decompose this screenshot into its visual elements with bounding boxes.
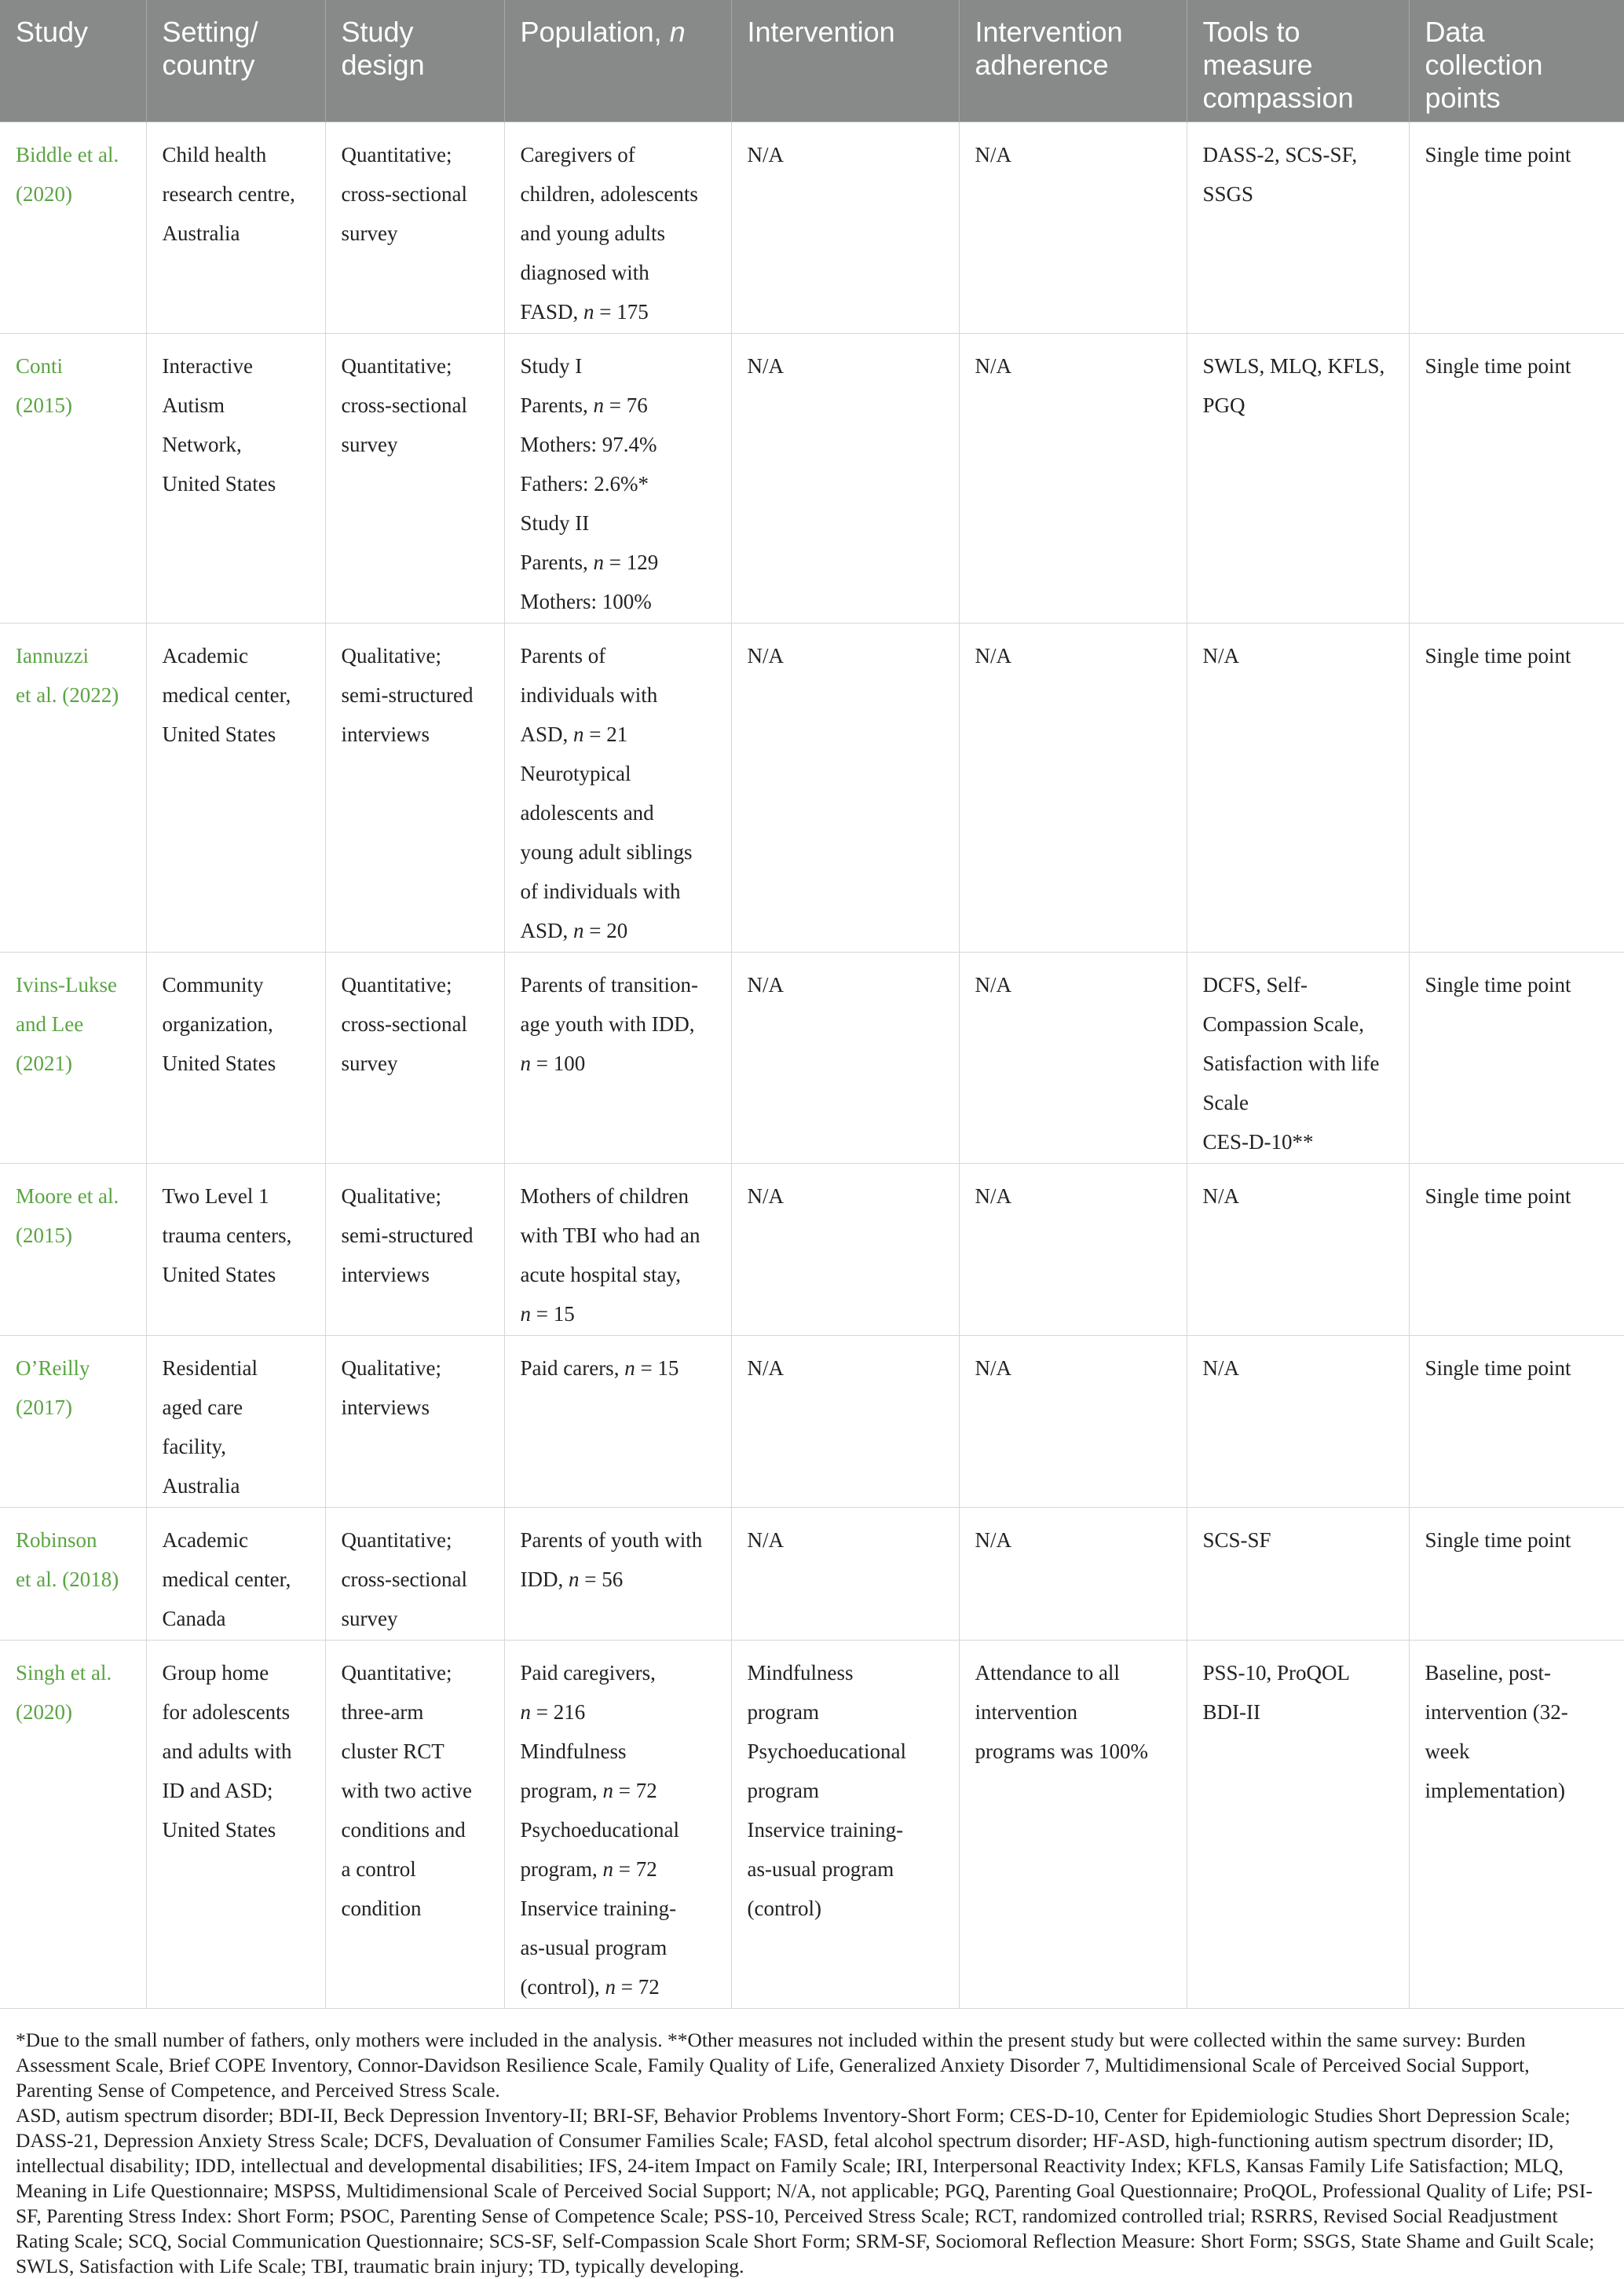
- cell-text: N/A: [975, 1355, 1011, 1380]
- cell-text: organization,: [162, 1011, 273, 1036]
- study-reference-link[interactable]: (2015): [16, 1223, 72, 1247]
- cell-text: diagnosed with: [520, 260, 649, 284]
- header-intervention: [731, 0, 959, 122]
- cell-text: BDI-II: [1202, 1699, 1260, 1724]
- table-row: [0, 1163, 1624, 1335]
- cell-study-design: [325, 122, 504, 333]
- cell-study-design: [325, 1507, 504, 1640]
- header-data-collection-points: [1409, 0, 1624, 122]
- cell-text: of individuals with: [520, 879, 681, 903]
- cell-text: program: [747, 1699, 819, 1724]
- cell-text: Baseline, post-: [1425, 1660, 1551, 1685]
- cell-text: Interactive: [162, 353, 253, 378]
- cell-tools-to-measure-compassion: [1187, 1163, 1409, 1335]
- cell-text: Residential: [162, 1355, 258, 1380]
- cell-text: SWLS, MLQ, KFLS,: [1202, 353, 1385, 378]
- cell-text: Network,: [162, 432, 242, 456]
- footnote: *Due to the small number of fathers, only mothers were included in the analysis. **Other measures not included within the present study but were collected within the same survey: Burden Assessment Scale, Brief COPE Inventory, Connor-Davidson Resilience Scale, Family Quality of Life, Generalized Anxiety Disorder 7, Multidimensional Scale of Perceived Social Support, Parenting Sense of Competence, and Perceived Stress Scale.: [16, 2028, 1530, 2102]
- cell-text: individuals with: [520, 682, 658, 707]
- cell-text: ASD, n = 20: [520, 918, 628, 942]
- cell-text: Single time point: [1425, 1355, 1571, 1380]
- table-row: [0, 623, 1624, 952]
- cell-intervention: [731, 952, 959, 1163]
- cell-study-design: [325, 1640, 504, 2008]
- cell-text: N/A: [1202, 1183, 1239, 1208]
- cell-text: Academic: [162, 643, 248, 668]
- cell-text: n = 100: [520, 1051, 586, 1075]
- cell-text: Mothers: 97.4%: [520, 432, 657, 456]
- table-row: [0, 1640, 1624, 2008]
- cell-text: adolescents and: [520, 800, 654, 825]
- cell-intervention: [731, 1507, 959, 1640]
- cell-study: [0, 1640, 146, 2008]
- cell-data-collection-points: [1409, 1335, 1624, 1507]
- cell-text: United States: [162, 1051, 276, 1075]
- cell-study-design: [325, 623, 504, 952]
- cell-text: Quantitative;: [341, 1660, 452, 1685]
- cell-text: Single time point: [1425, 142, 1571, 166]
- cell-text: survey: [341, 1606, 398, 1630]
- cell-study-design: [325, 1335, 504, 1507]
- cell-text: Scale: [1202, 1090, 1249, 1114]
- cell-text: research centre,: [162, 181, 295, 206]
- cell-setting-country: [146, 952, 325, 1163]
- cell-text: implementation): [1425, 1778, 1565, 1802]
- cell-intervention-adherence: [959, 1163, 1187, 1335]
- cell-text: conditions and: [341, 1817, 466, 1842]
- cell-population: [504, 1163, 731, 1335]
- cell-intervention-adherence: [959, 1507, 1187, 1640]
- cell-setting-country: [146, 1507, 325, 1640]
- cell-text: semi-structured: [341, 682, 474, 707]
- cell-text: Group home: [162, 1660, 269, 1685]
- cell-text: Parents, n = 76: [520, 393, 648, 417]
- cell-text: ID and ASD;: [162, 1778, 273, 1802]
- cell-intervention-adherence: [959, 1335, 1187, 1507]
- cell-text: n = 15: [520, 1301, 575, 1326]
- header-study-design: [325, 0, 504, 122]
- cell-text: young adult siblings: [520, 840, 693, 864]
- cell-text: United States: [162, 722, 276, 746]
- cell-text: Two Level 1: [162, 1183, 269, 1208]
- cell-text: programs was 100%: [975, 1739, 1148, 1763]
- cell-text: IDD, n = 56: [520, 1567, 624, 1591]
- cell-text: N/A: [1202, 1355, 1239, 1380]
- cell-text: N/A: [975, 1183, 1011, 1208]
- cell-population: [504, 122, 731, 333]
- cell-population: [504, 952, 731, 1163]
- cell-text: Parents, n = 129: [520, 550, 659, 574]
- cell-text: intervention (32-: [1425, 1699, 1568, 1724]
- cell-text: semi-structured: [341, 1223, 474, 1247]
- cell-text: DCFS, Self-: [1202, 972, 1308, 997]
- cell-text: interviews: [341, 1395, 430, 1419]
- cell-data-collection-points: [1409, 1640, 1624, 2008]
- cell-population: [504, 1640, 731, 2008]
- cell-intervention-adherence: [959, 623, 1187, 952]
- cell-text: Single time point: [1425, 1527, 1571, 1552]
- cell-study: [0, 122, 146, 333]
- cell-text: CES-D-10**: [1202, 1129, 1314, 1154]
- cell-text: Qualitative;: [341, 1355, 441, 1380]
- header-label: Setting/: [162, 16, 258, 48]
- cell-text: as-usual program: [747, 1856, 894, 1881]
- cell-data-collection-points: [1409, 623, 1624, 952]
- header-population: [504, 0, 731, 122]
- cell-text: Single time point: [1425, 972, 1571, 997]
- cell-text: cluster RCT: [341, 1739, 444, 1763]
- cell-text: program, n = 72: [520, 1778, 657, 1802]
- cell-text: Quantitative;: [341, 353, 452, 378]
- cell-study: [0, 1163, 146, 1335]
- cell-study-design: [325, 952, 504, 1163]
- cell-text: a control: [341, 1856, 416, 1881]
- cell-text: medical center,: [162, 1567, 291, 1591]
- cell-text: N/A: [1202, 643, 1239, 668]
- cell-text: Psychoeducational: [747, 1739, 906, 1763]
- cell-intervention: [731, 1640, 959, 2008]
- cell-text: (control): [747, 1896, 821, 1920]
- table-row: [0, 952, 1624, 1163]
- study-reference-link[interactable]: Singh et al.: [16, 1660, 112, 1685]
- study-reference-link[interactable]: Conti: [16, 353, 64, 378]
- cell-population: [504, 1507, 731, 1640]
- study-reference-link[interactable]: Iannuzzi: [16, 643, 89, 668]
- header-label: Population, n: [520, 16, 686, 48]
- study-reference-link[interactable]: (2021): [16, 1051, 72, 1075]
- cell-text: week: [1425, 1739, 1470, 1763]
- table-footnotes: [0, 2009, 1624, 2279]
- study-reference-link[interactable]: (2017): [16, 1395, 72, 1419]
- cell-text: N/A: [975, 643, 1011, 668]
- cell-intervention-adherence: [959, 122, 1187, 333]
- header-setting-country: [146, 0, 325, 122]
- cell-text: survey: [341, 432, 398, 456]
- cell-text: Quantitative;: [341, 972, 452, 997]
- cell-text: Parents of youth with: [520, 1527, 703, 1552]
- cell-text: N/A: [975, 972, 1011, 997]
- cell-setting-country: [146, 623, 325, 952]
- cell-text: FASD, n = 175: [520, 299, 649, 324]
- cell-text: cross-sectional: [341, 393, 467, 417]
- cell-text: Attendance to all: [975, 1660, 1120, 1685]
- cell-text: (control), n = 72: [520, 1974, 660, 1999]
- cell-text: Single time point: [1425, 643, 1571, 668]
- study-reference-link[interactable]: Moore et al.: [16, 1183, 119, 1208]
- cell-text: PSS-10, ProQOL: [1202, 1660, 1351, 1685]
- header-label: Intervention: [975, 16, 1123, 48]
- cell-intervention: [731, 623, 959, 952]
- study-reference-link[interactable]: (2020): [16, 1699, 72, 1724]
- header-label: Study: [341, 16, 414, 48]
- header-label: Data: [1425, 16, 1485, 48]
- cell-text: Mindfulness: [747, 1660, 854, 1685]
- cell-text: Fathers: 2.6%*: [520, 471, 649, 496]
- cell-tools-to-measure-compassion: [1187, 1507, 1409, 1640]
- cell-population: [504, 1335, 731, 1507]
- cell-text: N/A: [747, 142, 784, 166]
- cell-tools-to-measure-compassion: [1187, 952, 1409, 1163]
- cell-intervention-adherence: [959, 333, 1187, 623]
- cell-text: Academic: [162, 1527, 248, 1552]
- cell-text: Qualitative;: [341, 1183, 441, 1208]
- cell-text: program, n = 72: [520, 1856, 657, 1881]
- cell-text: Satisfaction with life: [1202, 1051, 1380, 1075]
- cell-intervention-adherence: [959, 952, 1187, 1163]
- cell-text: Mindfulness: [520, 1739, 627, 1763]
- header-row: [0, 0, 1624, 122]
- cell-study: [0, 623, 146, 952]
- cell-population: [504, 623, 731, 952]
- study-reference-link[interactable]: O’Reilly: [16, 1355, 90, 1380]
- cell-text: three-arm: [341, 1699, 424, 1724]
- cell-setting-country: [146, 1163, 325, 1335]
- cell-intervention: [731, 333, 959, 623]
- cell-text: United States: [162, 1262, 276, 1286]
- cell-population: [504, 333, 731, 623]
- cell-data-collection-points: [1409, 122, 1624, 333]
- cell-intervention: [731, 1163, 959, 1335]
- cell-text: Quantitative;: [341, 142, 452, 166]
- cell-intervention: [731, 122, 959, 333]
- cell-text: condition: [341, 1896, 422, 1920]
- cell-tools-to-measure-compassion: [1187, 1335, 1409, 1507]
- cell-data-collection-points: [1409, 952, 1624, 1163]
- table-row: [0, 122, 1624, 333]
- cell-text: N/A: [975, 142, 1011, 166]
- study-reference-link[interactable]: et al. (2022): [16, 682, 119, 707]
- header-tools-to-measure-compassion: [1187, 0, 1409, 122]
- cell-text: with TBI who had an: [520, 1223, 700, 1247]
- cell-text: Compassion Scale,: [1202, 1011, 1364, 1036]
- cell-text: Study II: [520, 510, 590, 535]
- cell-text: Neurotypical: [520, 761, 631, 785]
- cell-text: acute hospital stay,: [520, 1262, 681, 1286]
- cell-text: n = 216: [520, 1699, 586, 1724]
- cell-text: program: [747, 1778, 819, 1802]
- cell-study: [0, 952, 146, 1163]
- cell-text: Quantitative;: [341, 1527, 452, 1552]
- cell-intervention: [731, 1335, 959, 1507]
- header-label: Intervention: [747, 16, 895, 48]
- study-reference-link[interactable]: Ivins-Lukse: [16, 972, 117, 997]
- cell-data-collection-points: [1409, 1163, 1624, 1335]
- cell-text: United States: [162, 471, 276, 496]
- cell-text: and young adults: [520, 221, 665, 245]
- cell-setting-country: [146, 1335, 325, 1507]
- cell-text: Study I: [520, 353, 583, 378]
- cell-text: Parents of transition-: [520, 972, 698, 997]
- cell-text: Parents of: [520, 643, 606, 668]
- header-study: [0, 0, 146, 122]
- table-row: [0, 1335, 1624, 1507]
- cell-tools-to-measure-compassion: [1187, 333, 1409, 623]
- cell-text: Qualitative;: [341, 643, 441, 668]
- cell-text: N/A: [747, 353, 784, 378]
- cell-intervention-adherence: [959, 1640, 1187, 2008]
- header-label: collection: [1425, 49, 1543, 81]
- cell-text: medical center,: [162, 682, 291, 707]
- study-reference-link[interactable]: (2015): [16, 393, 72, 417]
- cell-text: Inservice training-: [520, 1896, 677, 1920]
- header-label: Tools to: [1202, 16, 1300, 48]
- cell-text: SCS-SF: [1202, 1527, 1271, 1552]
- cell-text: for adolescents: [162, 1699, 291, 1724]
- cell-text: N/A: [747, 643, 784, 668]
- cell-text: Child health: [162, 142, 267, 166]
- cell-text: aged care: [162, 1395, 243, 1419]
- table-body: [0, 122, 1624, 2008]
- cell-text: children, adolescents: [520, 181, 698, 206]
- cell-setting-country: [146, 333, 325, 623]
- cell-text: as-usual program: [520, 1935, 668, 1959]
- cell-text: and adults with: [162, 1739, 292, 1763]
- cell-setting-country: [146, 122, 325, 333]
- footnote: ASD, autism spectrum disorder; BDI-II, Beck Depression Inventory-II; BRI-SF, Behavior Problems Inventory-Short Form; CES-D-10, Center for Epidemiologic Studies Short Depression Scale; DASS-21, Depression Anxiety Stress Scale; DCFS, Devaluation of Consumer Families Scale; FASD, fetal alcohol spectrum disorder; HF-ASD, high-functioning autism spectrum disorder; ID, intellectual disability; IDD, intellectual and developmental disabilities; IFS, 24-item Impact on Family Scale; IRI, Interpersonal Reactivity Index; KFLS, Kansas Family Life Satisfaction; MLQ, Meaning in Life Questionnaire; MSPSS, Multidimensional Scale of Perceived Social Support; N/A, not applicable; PGQ, Parenting Goal Questionnaire; ProQOL, Professional Quality of Life; PSI-SF, Parenting Stress Index: Short Form; PSOC, Parenting Sense of Competence Scale; PSS-10, Perceived Stress Scale; RCT, randomized controlled trial; RSRRS, Revised Social Readjustment Rating Scale; SCQ, Social Communication Questionnaire; SCS-SF, Self-Compassion Scale Short Form; SRM-SF, Sociomoral Reflection Measure: Short Form; SSGS, State Shame and Guilt Scale; SWLS, Satisfaction with Life Scale; TBI, traumatic brain injury; TD, typically developing.: [16, 2103, 1595, 2277]
- header-intervention-adherence: [959, 0, 1187, 122]
- cell-text: Autism: [162, 393, 225, 417]
- cell-text: Paid carers, n = 15: [520, 1355, 679, 1380]
- cell-text: cross-sectional: [341, 181, 467, 206]
- cell-data-collection-points: [1409, 1507, 1624, 1640]
- header-label: Study: [16, 16, 89, 48]
- cell-text: Paid caregivers,: [520, 1660, 656, 1685]
- cell-text: N/A: [747, 1183, 784, 1208]
- cell-text: age youth with IDD,: [520, 1011, 695, 1036]
- cell-text: interviews: [341, 722, 430, 746]
- cell-text: N/A: [975, 353, 1011, 378]
- header-label: design: [341, 49, 425, 81]
- cell-text: Mothers of children: [520, 1183, 689, 1208]
- cell-text: cross-sectional: [341, 1011, 467, 1036]
- cell-study: [0, 333, 146, 623]
- cell-tools-to-measure-compassion: [1187, 122, 1409, 333]
- cell-text: with two active: [341, 1778, 472, 1802]
- header-label: adherence: [975, 49, 1109, 81]
- cell-text: PGQ: [1202, 393, 1245, 417]
- cell-text: Single time point: [1425, 353, 1571, 378]
- table-header: [0, 0, 1624, 122]
- header-label: points: [1425, 82, 1501, 114]
- cell-study-design: [325, 1163, 504, 1335]
- study-reference-link[interactable]: (2020): [16, 181, 72, 206]
- study-reference-link[interactable]: et al. (2018): [16, 1567, 119, 1591]
- study-reference-link[interactable]: Robinson: [16, 1527, 97, 1552]
- cell-text: Mothers: 100%: [520, 589, 652, 613]
- cell-text: Community: [162, 972, 264, 997]
- cell-text: Australia: [162, 221, 240, 245]
- cell-text: Australia: [162, 1473, 240, 1498]
- cell-text: SSGS: [1202, 181, 1254, 206]
- cell-text: survey: [341, 221, 398, 245]
- cell-text: N/A: [747, 972, 784, 997]
- cell-study-design: [325, 333, 504, 623]
- cell-text: ASD, n = 21: [520, 722, 628, 746]
- cell-text: trauma centers,: [162, 1223, 292, 1247]
- cell-tools-to-measure-compassion: [1187, 1640, 1409, 2008]
- header-label: measure: [1202, 49, 1313, 81]
- cell-text: Single time point: [1425, 1183, 1571, 1208]
- cell-text: cross-sectional: [341, 1567, 467, 1591]
- cell-data-collection-points: [1409, 333, 1624, 623]
- table-row: [0, 1507, 1624, 1640]
- table-row: [0, 333, 1624, 623]
- cell-study: [0, 1507, 146, 1640]
- header-label: compassion: [1202, 82, 1354, 114]
- cell-text: N/A: [747, 1527, 784, 1552]
- cell-text: survey: [341, 1051, 398, 1075]
- cell-text: Caregivers of: [520, 142, 635, 166]
- cell-text: interviews: [341, 1262, 430, 1286]
- study-reference-link[interactable]: and Lee: [16, 1011, 84, 1036]
- cell-text: Canada: [162, 1606, 226, 1630]
- cell-text: intervention: [975, 1699, 1077, 1724]
- cell-text: Inservice training-: [747, 1817, 904, 1842]
- cell-setting-country: [146, 1640, 325, 2008]
- cell-text: United States: [162, 1817, 276, 1842]
- cell-study: [0, 1335, 146, 1507]
- study-reference-link[interactable]: Biddle et al.: [16, 142, 119, 166]
- header-label: country: [162, 49, 255, 81]
- cell-text: N/A: [747, 1355, 784, 1380]
- cell-text: facility,: [162, 1434, 226, 1458]
- cell-tools-to-measure-compassion: [1187, 623, 1409, 952]
- cell-text: DASS-2, SCS-SF,: [1202, 142, 1358, 166]
- cell-text: N/A: [975, 1527, 1011, 1552]
- cell-text: Psychoeducational: [520, 1817, 679, 1842]
